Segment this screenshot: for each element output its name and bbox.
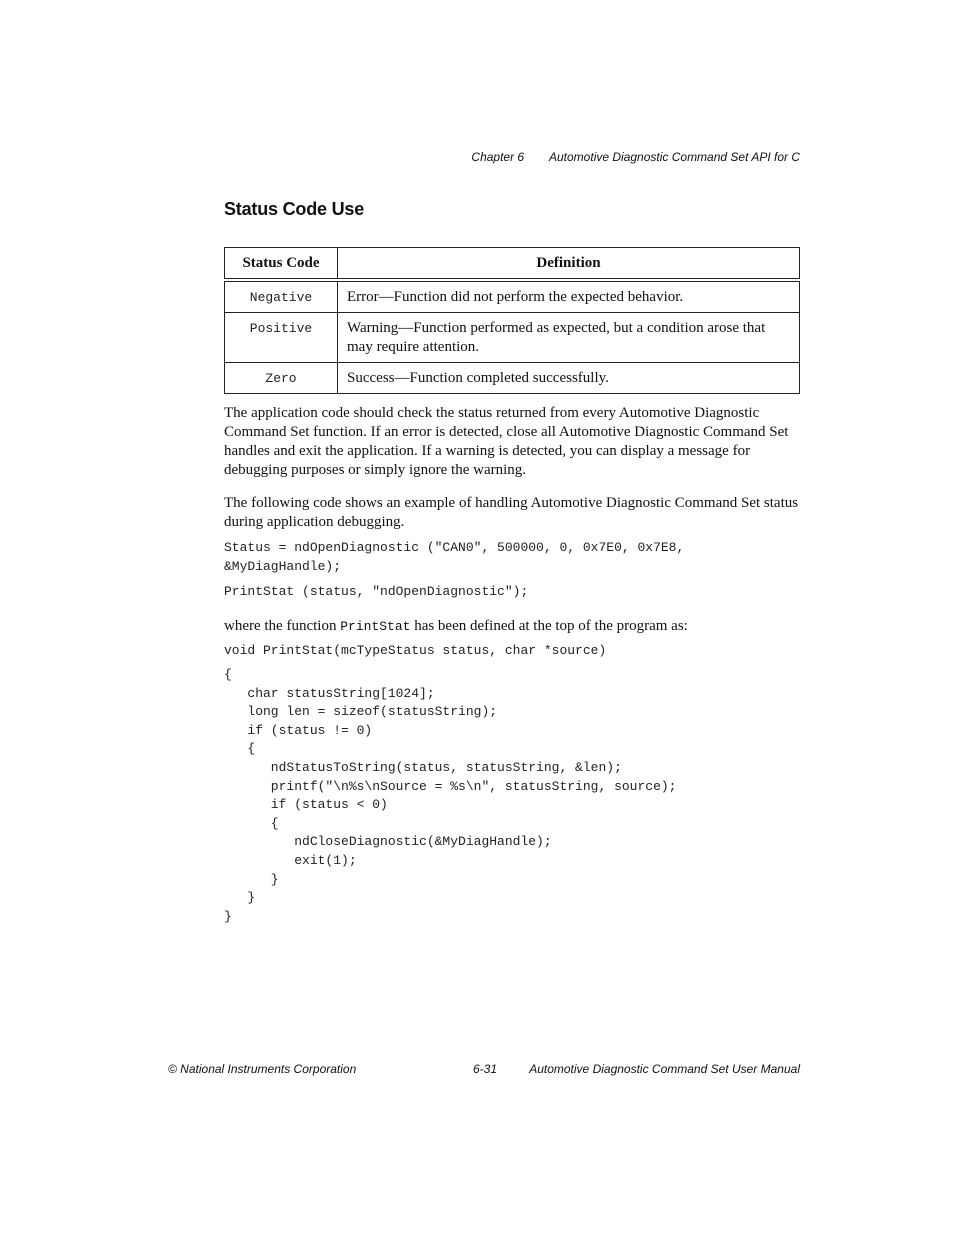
paragraph-status-check: The application code should check the status returned from every Automotive Diagnostic Command Set function. If an error is detected, close all Automotive Diagnostic Command Set handles and exit the application. If a warning is detected, you can display a message for debugging purposes or simply ignore the warning. xyxy=(224,405,789,478)
table-row xyxy=(225,363,800,394)
table-row xyxy=(225,313,800,363)
inline-code-printstat: PrintStat xyxy=(340,619,411,634)
column-header-definition: Definition xyxy=(338,248,800,281)
chapter-title: Automotive Diagnostic Command Set API for C xyxy=(549,150,800,164)
status-code-cell: Negative xyxy=(225,280,338,313)
code-line: long len = sizeof(statusString); xyxy=(224,704,498,720)
code-line: char statusString[1024]; xyxy=(224,685,435,701)
code-line: if (status < 0) xyxy=(224,797,388,813)
definition-cell: Error—Function did not perform the expected behavior. xyxy=(338,280,800,313)
footer-copyright: © National Instruments Corporation xyxy=(168,1062,357,1076)
section-title: Status Code Use xyxy=(224,199,365,219)
code-line: { xyxy=(224,667,232,682)
table-row xyxy=(225,280,800,313)
code-line: ndStatusToString(status, statusString, &len); xyxy=(224,759,622,775)
code-function-declaration: void PrintStat(mcTypeStatus status, char *source) xyxy=(224,643,607,658)
code-open-diagnostic xyxy=(224,538,684,576)
status-code-cell: Positive xyxy=(225,313,338,363)
code-line: ndCloseDiagnostic(&MyDiagHandle); xyxy=(224,834,552,850)
code-line: if (status != 0) xyxy=(224,722,373,738)
code-line: } xyxy=(224,871,279,887)
footer-page-number: 6-31 xyxy=(473,1062,498,1076)
code-line: &MyDiagHandle); xyxy=(224,559,342,574)
code-printstat-call: PrintStat (status, "ndOpenDiagnostic"); xyxy=(224,584,529,599)
column-header-status-code: Status Code xyxy=(225,248,338,281)
footer-manual-title: Automotive Diagnostic Command Set User Manual xyxy=(529,1062,800,1076)
code-line: } xyxy=(224,890,256,906)
code-line: { xyxy=(224,815,279,831)
code-line: printf("\n%s\nSource = %s\n", statusString, source); xyxy=(224,778,677,794)
paragraph-printstat-def: where the function PrintStat has been defined at the top of the program as: xyxy=(224,618,688,634)
code-line: } xyxy=(224,908,232,924)
definition-cell: Success—Function completed successfully. xyxy=(338,363,800,394)
table-header-row xyxy=(225,248,800,281)
chapter-label: Chapter 6 xyxy=(471,150,525,164)
status-code-cell: Zero xyxy=(225,363,338,394)
paragraph-code-intro: The following code shows an example of handling Automotive Diagnostic Command Set status during application debugging. xyxy=(224,495,799,530)
definition-cell: Warning—Function performed as expected, but a condition arose that may require attention. xyxy=(338,313,800,363)
code-line: Status = ndOpenDiagnostic ("CAN0", 500000, 0, 0x7E0, 0x7E8, xyxy=(224,540,685,555)
running-header xyxy=(471,150,800,164)
status-code-table xyxy=(224,247,800,394)
code-line: { xyxy=(224,741,256,757)
code-line: exit(1); xyxy=(224,852,357,868)
code-function-body xyxy=(224,666,676,926)
